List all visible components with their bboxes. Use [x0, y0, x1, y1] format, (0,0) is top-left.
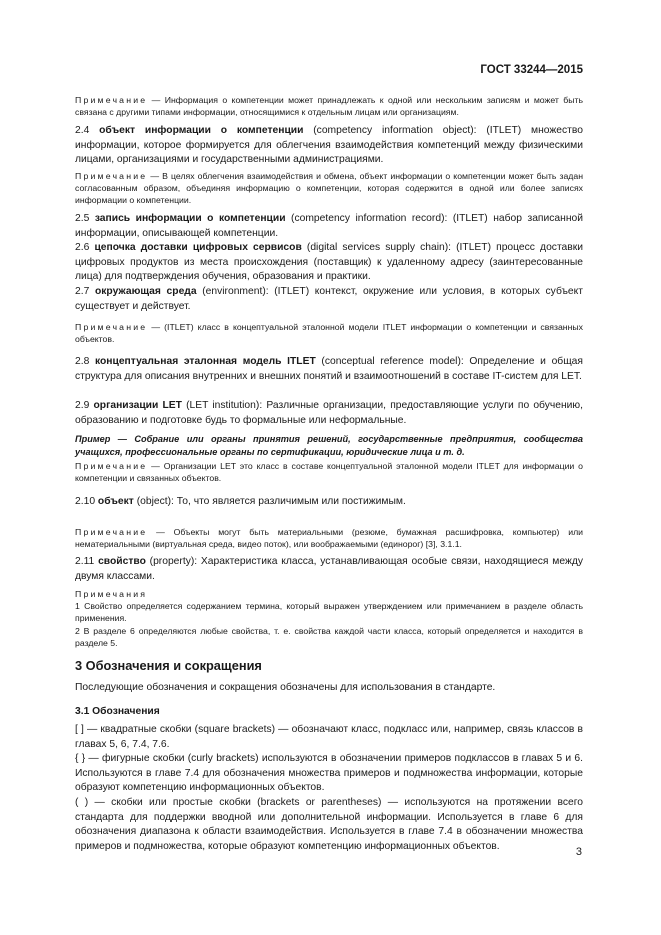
term-2-9: 2.9 организации LET (LET institution): Различные организации, предоставляющие услуги по обучению, образованию и подготовке будь то формальные или неформальные. — [75, 400, 583, 426]
term-title: концептуальная эталонная модель ITLET — [94, 356, 316, 367]
paragraph-curly-brackets: { } — фигурные скобки (curly brackets) используются в обозначении примеров подклассов в главах 5 и 6. Используются в главе 7.4 для обозначения множества примеров и подмножества информации, которые образуют компетенцию информационных объектов. — [75, 753, 583, 794]
term-title: объект информации о компетенции — [99, 125, 304, 136]
term-2-5: 2.5 запись информации о компетенции (competency information record): (ITLET) набор записанной информации, описывающей компетенции. — [75, 213, 583, 239]
term-2-11: 2.11 свойство (property): Характеристика класса, устанавливающая особые связи, находящиеся между двумя классами. — [75, 556, 583, 582]
term-title: организации LET — [93, 400, 182, 411]
paragraph-square-brackets: [ ] — квадратные скобки (square brackets) — обозначают класс, подкласс или, например, связь классов в главах 5, 6, 7.4, 7.6. — [75, 724, 583, 750]
document-header: ГОСТ 33244—2015 — [480, 64, 583, 76]
paragraph-parentheses: ( ) — скобки или простые скобки (brackets or parentheses) — используются на протяжении всего стандарта для поддержки вводной или дополнительной информации. Используется в главе 6 для обозначения диапазона к области взаимодействия. Используется в главе 7.4 в обозначении множества примеров и подмножества, которые образуют компетенцию информационных объектов. — [75, 797, 583, 852]
term-title: свойство — [98, 556, 146, 567]
section-3-title: 3 Обозначения и сокращения — [75, 658, 262, 673]
notes-label: Примечания — [75, 589, 148, 599]
term-2-10: 2.10 объект (object): То, что является различимым или постижимым. — [75, 496, 406, 507]
term-title: объект — [97, 496, 134, 507]
note-5: Примечание — Объекты могут быть материальными (резюме, бумажная расшифровка, компьютер) или нематериальными (виртуальная среда, видео поток), или воображаемыми (единорог) [3], 3.1.1. — [75, 527, 583, 550]
term-2-8: 2.8 концептуальная эталонная модель ITLET (conceptual reference model): Определение и общая структура для описания внутренних и внешних понятий и взаимоотношений в составе IT-систем для LET. — [75, 356, 583, 382]
term-2-7: 2.7 окружающая среда (environment): (ITLET) контекст, окружение или условия, в которых субъект существует и действует. — [75, 286, 583, 312]
note-label: Примечание — [75, 461, 148, 471]
term-2-6: 2.6 цепочка доставки цифровых сервисов (digital services supply chain): (ITLET) процесс доставки цифровых продуктов из места происхождения (поставщик) к удаленному адресу (заинтересованные лица) для подтверждения обучения, образования и практики. — [75, 242, 583, 283]
note-item-1: 1 Свойство определяется содержанием термина, который выражен утверждением или примечанием в разделе область применения. — [75, 601, 583, 624]
page-number: 3 — [575, 846, 582, 858]
term-title: окружающая среда — [94, 286, 197, 297]
note-label: Примечание — [75, 527, 148, 537]
note-4: Примечание — Организации LET это класс в составе концептуальной эталонной модели ITLET для информации о компетенции и связанных объектов. — [75, 461, 583, 484]
term-title: запись информации о компетенции — [94, 213, 286, 224]
section-3-intro: Последующие обозначения и сокращения обозначены для использования в стандарте. — [75, 682, 496, 693]
note-label: Примечание — [75, 171, 148, 181]
note-label: Примечание — [75, 95, 148, 105]
example-text: Пример — Собрание или органы принятия решений, государственные предприятия, сообщества учащихся, профессиональные органы по сертификации, юридические лица и т. д. — [75, 434, 583, 457]
note-label: Примечание — [75, 322, 148, 332]
subsection-3-1-title: 3.1 Обозначения — [75, 706, 160, 717]
note-3: Примечание — (ITLET) класс в концептуальной эталонной модели ITLET информации о компетенции и связанных объектов. — [75, 322, 583, 345]
term-2-4: 2.4 объект информации о компетенции (competency information object): (ITLET) множество информации, которое формируется для облегчения взаимодействия компетенций между физическими лицами, организациями и государственными администрациями. — [75, 125, 583, 166]
note-2: Примечание — В целях облегчения взаимодействия и обмена, объект информации о компетенции может быть задан согласованным образом, объединяя информацию о компетенции, которая содержится в одной или более записях информации о компетенции. — [75, 171, 583, 206]
term-title: цепочка доставки цифровых сервисов — [94, 242, 302, 253]
note-item-2: 2 В разделе 6 определяются любые свойства, т. е. свойства каждой части класса, который определяется и находится в разделе 5. — [75, 625, 583, 648]
notes-group — [75, 588, 583, 649]
note-1: Примечание — Информация о компетенции может принадлежать к одной или нескольким записям и может быть связана с другими типами информации, относящимися к отдельным лицам или организациям. — [75, 95, 583, 118]
